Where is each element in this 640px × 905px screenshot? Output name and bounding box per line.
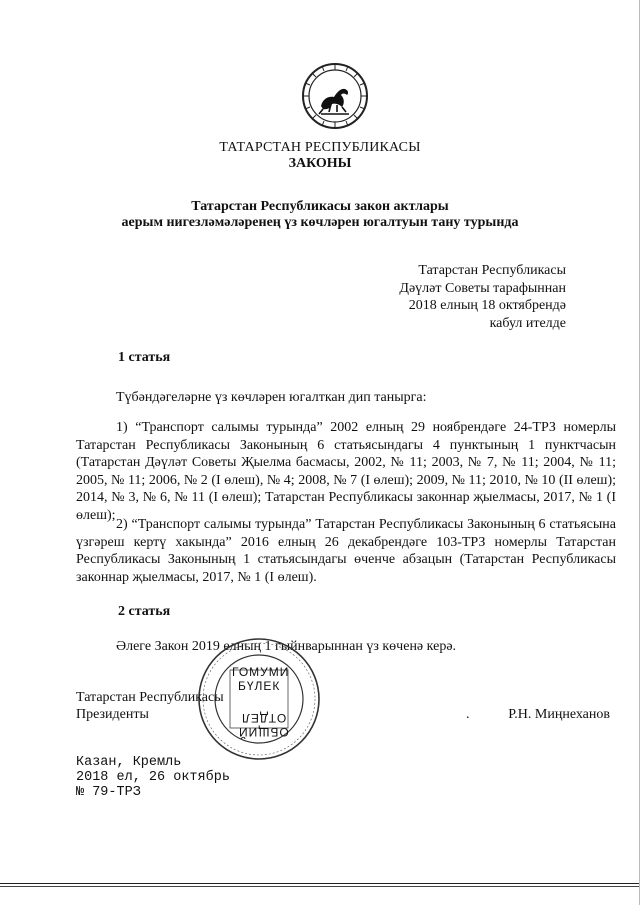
- stamp-line: ОТДЕЛ: [241, 711, 287, 725]
- article-1-intro: Түбәндәгеләрне үз көчләрен югалткан дип танырга:: [116, 390, 427, 405]
- article-2-text: Әлеге Закон 2019 елның 1 гыйнварыннан үз көченә керә.: [116, 639, 457, 654]
- stamp-line: ГОМУМИ: [232, 665, 290, 679]
- adoption-line: Дәүләт Советы тарафыннан: [399, 280, 566, 296]
- signature-dot: .: [466, 707, 470, 722]
- law-title-line-2: аерым нигезләмәләренең үз көчләрен югалтуын тану турында: [121, 215, 519, 230]
- article-1-item-1: 1) “Транспорт салымы турында” 2002 елның 29 ноябрендәге 24-ТРЗ номерлы Татарстан Республикасы Законының 6 статьясындагы 4 пунктының 1 пунктчасын (Татарстан Дәүләт Советы Җыелма басмасы, 2002, № 11; 2003, № 7, № 11; 2004, № 11; 2005, № 11; 2006, № 2 (I өлеш), № 4; 2008, № 7 (I өлеш); 2009, № 11; 2010, № 10 (II өлеш); 2014, № 3, № 6, № 11 (I өлеш); Татарстан Республикасы законнар җыелмасы, 2017, № 1 (I өлеш);: [76, 420, 616, 523]
- adoption-block: [399, 262, 566, 332]
- footer-date: 2018 ел, 26 октябрь: [76, 770, 230, 785]
- signature-title-line-1: Татарстан Республикасы: [76, 690, 224, 705]
- bottom-rule: [0, 883, 640, 884]
- article-1-item-2: 2) “Транспорт салымы турында” Татарстан Республикасы Законының 6 статьясына үзгәреш кертү хакында” 2016 елның 26 декабрендәге 103-ТРЗ номерлы Татарстан Республикасы Законының 1 статьясындагы өченче абзацын (Татарстан Республикасы законнар җыелмасы, 2017, № 1 (I өлеш).: [76, 517, 616, 585]
- adoption-line: 2018 елның 18 октябрендә: [408, 298, 566, 313]
- tatarstan-emblem-icon: [301, 62, 369, 130]
- law-title-line-1: Татарстан Республикасы закон актлары: [191, 199, 449, 214]
- footer-number: № 79-ТРЗ: [76, 785, 141, 800]
- adoption-line: Татарстан Республикасы: [418, 263, 566, 278]
- stamp-line: БҮЛЕК: [238, 679, 281, 693]
- stamp-line: ОБЩИЙ: [238, 725, 289, 739]
- bottom-rule: [0, 886, 640, 887]
- article-1-heading: 1 статья: [118, 350, 171, 365]
- republic-heading: ТАТАРСТАН РЕСПУБЛИКАСЫ: [219, 140, 421, 155]
- footer-place: Казан, Кремль: [76, 755, 182, 770]
- article-2-heading: 2 статья: [118, 604, 171, 619]
- adoption-line: кабул ителде: [489, 315, 566, 331]
- law-heading: ЗАКОНЫ: [288, 156, 352, 171]
- signatory-name: Р.Н. Миңнеханов: [508, 707, 610, 722]
- signature-title-line-2: Президенты: [76, 707, 149, 722]
